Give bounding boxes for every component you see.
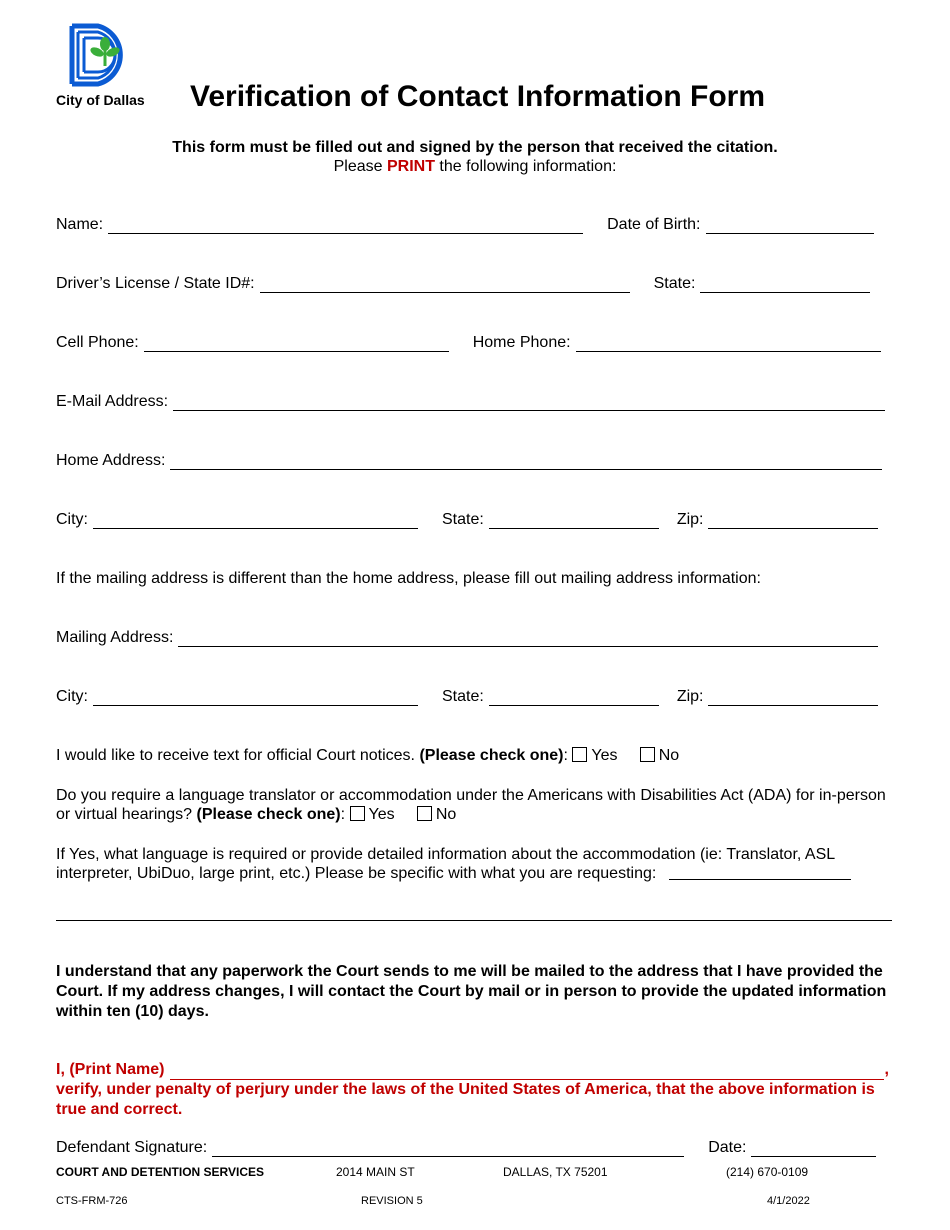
ada-question-label: Do you require a language translator or accommodation under the Americans with Disabilities Act (ADA) for in-person or virtual hearings? bbox=[56, 787, 886, 823]
text-notice-yes-checkbox[interactable] bbox=[572, 747, 587, 762]
ada-no-checkbox[interactable] bbox=[417, 806, 432, 821]
mail-city-label: City: bbox=[56, 688, 88, 705]
signature-date-field[interactable] bbox=[751, 1140, 876, 1157]
yes-label: Yes bbox=[591, 747, 618, 764]
home-address-field[interactable] bbox=[170, 453, 882, 470]
text-notice-question: I would like to receive text for official Court notices. (Please check one): Yes No bbox=[56, 747, 680, 764]
instruction-emphasis: PRINT bbox=[386, 158, 435, 175]
check-one-label: (Please check one) bbox=[419, 747, 564, 764]
license-state-field[interactable] bbox=[700, 276, 870, 293]
footer-department: COURT AND DETENTION SERVICES bbox=[56, 1165, 265, 1179]
mailing-note: If the mailing address is different than the home address, please fill out mailing address information: bbox=[56, 570, 761, 587]
license-label: Driver’s License / State ID#: bbox=[56, 275, 255, 292]
mailing-address-field[interactable] bbox=[178, 630, 878, 647]
print-instruction bbox=[0, 158, 950, 176]
text-notice-label: I would like to receive text for official Court notices. bbox=[56, 747, 415, 764]
state-field[interactable] bbox=[489, 512, 659, 529]
zip-label: Zip: bbox=[676, 511, 704, 528]
mail-zip-label: Zip: bbox=[676, 688, 704, 705]
city-name: City of Dallas bbox=[56, 92, 145, 108]
mail-state-field[interactable] bbox=[489, 689, 659, 706]
name-field[interactable] bbox=[108, 217, 583, 234]
footer-form-id: CTS-FRM-726 bbox=[56, 1195, 128, 1207]
city-label: City: bbox=[56, 511, 88, 528]
footer-phone: (214) 670-0109 bbox=[726, 1165, 809, 1179]
check-one-label: (Please check one) bbox=[196, 806, 341, 823]
print-name-label: I, (Print Name) bbox=[56, 1061, 165, 1078]
ada-yes-checkbox[interactable] bbox=[350, 806, 365, 821]
footer-revision: REVISION 5 bbox=[361, 1195, 423, 1207]
email-row bbox=[56, 389, 894, 411]
form-subtitle: This form must be filled out and signed by the person that received the citation. bbox=[172, 139, 778, 156]
home-phone-label: Home Phone: bbox=[472, 334, 571, 351]
name-label: Name: bbox=[56, 216, 104, 233]
city-state-zip-row bbox=[56, 507, 894, 529]
cell-phone-label: Cell Phone: bbox=[56, 334, 139, 351]
mail-city-field[interactable] bbox=[93, 689, 418, 706]
no-label: No bbox=[658, 747, 680, 764]
accommodation-details-extra-line[interactable] bbox=[56, 920, 892, 921]
home-address-label: Home Address: bbox=[56, 452, 166, 469]
signature-label: Defendant Signature: bbox=[56, 1139, 208, 1156]
signature-date-label: Date: bbox=[708, 1139, 747, 1156]
ada-question: Do you require a language translator or accommodation under the Americans with Disabilities Act (ADA) for in-person or virtual hearings? (Please check one): Yes No bbox=[56, 787, 886, 823]
dob-label: Date of Birth: bbox=[607, 216, 701, 233]
city-field[interactable] bbox=[93, 512, 418, 529]
state-label: State: bbox=[442, 511, 484, 528]
email-label: E-Mail Address: bbox=[56, 393, 169, 410]
email-field[interactable] bbox=[173, 394, 885, 411]
mail-zip-field[interactable] bbox=[708, 689, 878, 706]
dob-field[interactable] bbox=[706, 217, 874, 234]
perjury-verification bbox=[56, 1060, 894, 1120]
address-statement: I understand that any paperwork the Court sends to me will be mailed to the address that I have provided the Court. If my address changes, I will contact the Court by mail or in person to provide the updated information within ten (10) days. bbox=[56, 963, 887, 1020]
city-of-dallas-logo bbox=[68, 22, 138, 88]
name-row bbox=[56, 212, 894, 234]
license-row bbox=[56, 271, 894, 293]
phone-row bbox=[56, 330, 894, 352]
home-phone-field[interactable] bbox=[576, 335, 881, 352]
footer-street: 2014 MAIN ST bbox=[336, 1165, 415, 1179]
mailing-address-row bbox=[56, 625, 894, 647]
accommodation-details-label: If Yes, what language is required or provide detailed information about the accommodation (ie: Translator, ASL interpreter, UbiDuo, large print, etc.) Please be specific with what you are requesting: bbox=[56, 846, 835, 882]
license-state-label: State: bbox=[653, 275, 696, 292]
accommodation-details bbox=[56, 845, 894, 883]
no-label: No bbox=[435, 806, 457, 823]
instruction-after: the following information: bbox=[439, 158, 617, 175]
mail-city-state-zip-row bbox=[56, 684, 894, 706]
print-name-comma: , bbox=[884, 1061, 889, 1078]
mailing-address-label: Mailing Address: bbox=[56, 629, 174, 646]
signature-field[interactable] bbox=[212, 1140, 684, 1157]
signature-row bbox=[56, 1135, 894, 1157]
verification-text: verify, under penalty of perjury under the laws of the United States of America, that the above information is true and correct. bbox=[56, 1081, 875, 1118]
yes-label: Yes bbox=[368, 806, 395, 823]
cell-phone-field[interactable] bbox=[144, 335, 449, 352]
mailing-note-row bbox=[56, 566, 894, 588]
home-address-row bbox=[56, 448, 894, 470]
text-notice-no-checkbox[interactable] bbox=[640, 747, 655, 762]
instruction-before: Please bbox=[333, 158, 383, 175]
footer-date: 4/1/2022 bbox=[767, 1195, 810, 1207]
form-title: Verification of Contact Information Form bbox=[190, 80, 766, 113]
zip-field[interactable] bbox=[708, 512, 878, 529]
footer-city: DALLAS, TX 75201 bbox=[503, 1165, 608, 1179]
accommodation-details-field[interactable] bbox=[669, 865, 851, 880]
print-name-field[interactable] bbox=[170, 1065, 884, 1080]
mail-state-label: State: bbox=[442, 688, 484, 705]
license-field[interactable] bbox=[260, 276, 630, 293]
